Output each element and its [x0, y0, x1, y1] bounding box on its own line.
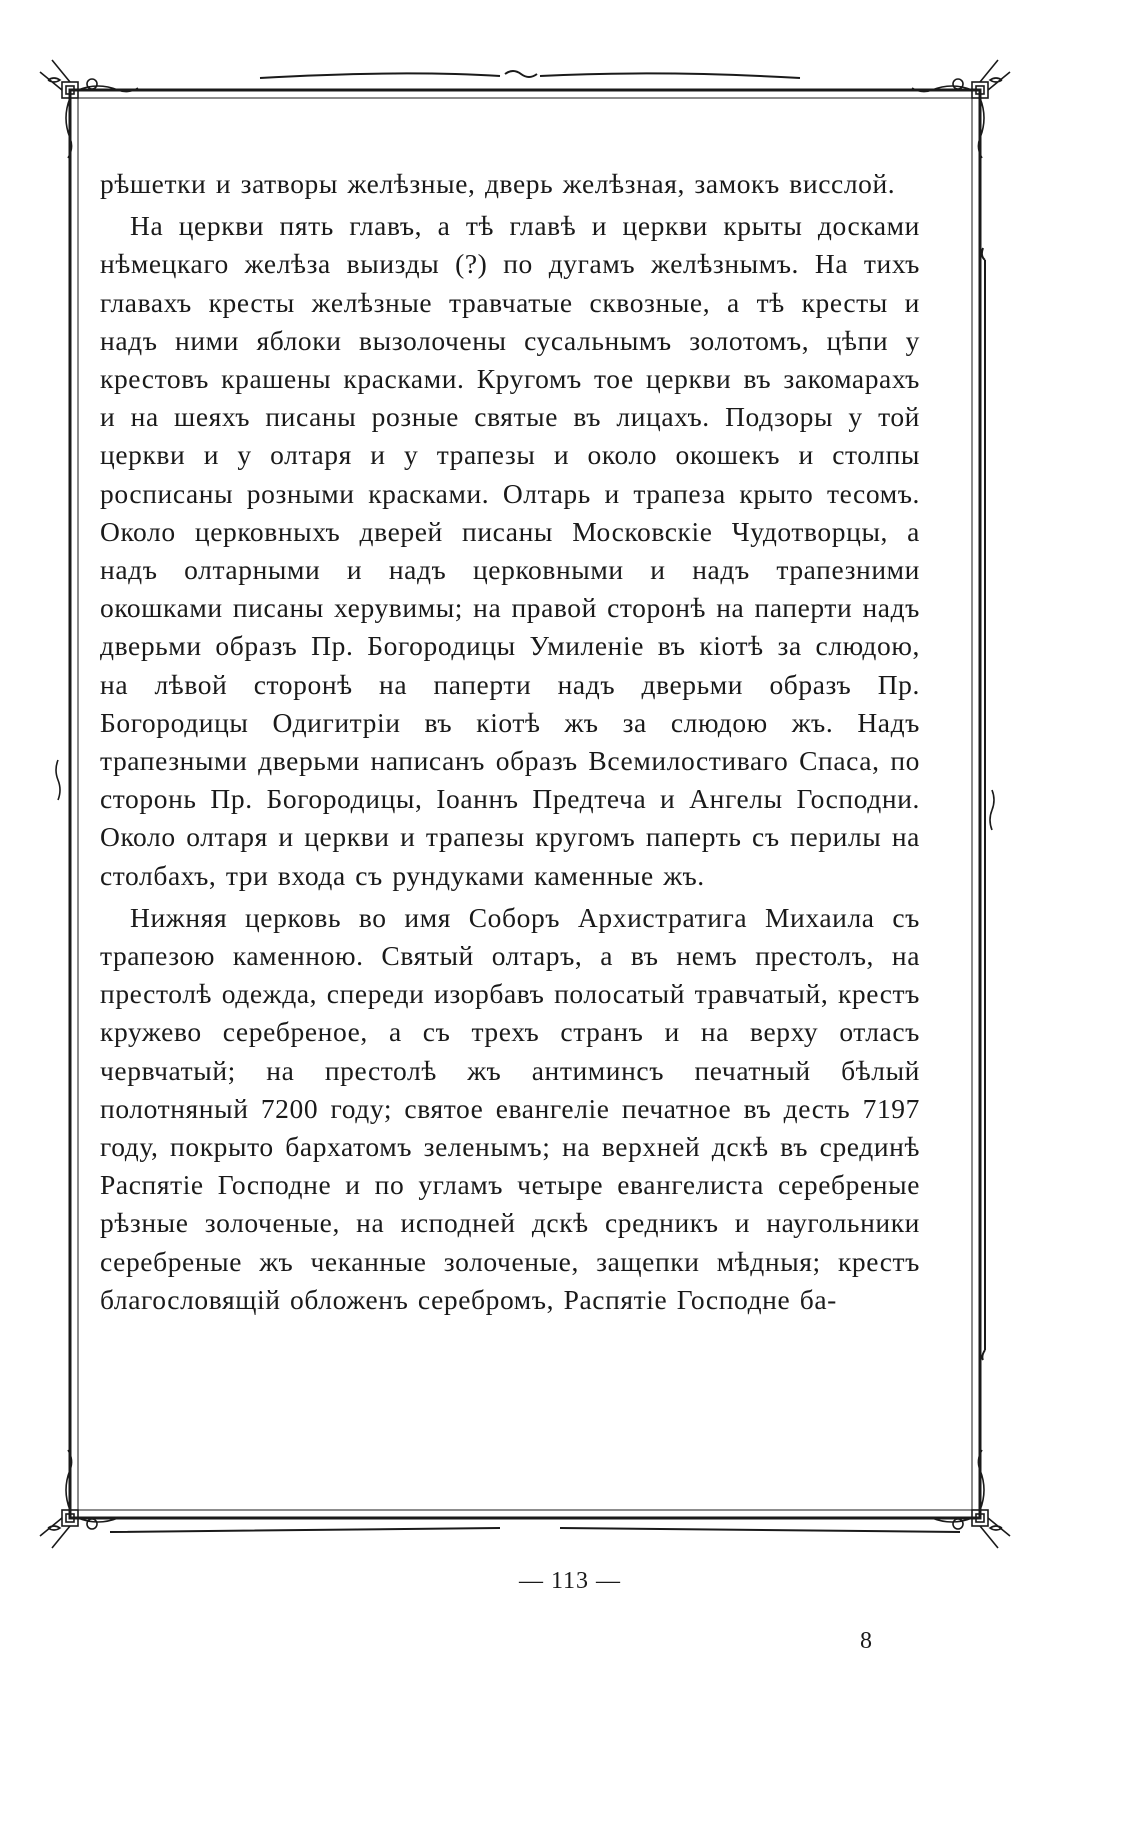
top-center-flourish — [505, 71, 537, 77]
page-number: — 113 — — [518, 1568, 622, 1594]
corner-ornament-bottom-right — [932, 1450, 1010, 1548]
signature-mark: 8 — [860, 1628, 872, 1654]
side-ornament-left — [56, 760, 60, 800]
corner-ornament-top-left — [40, 60, 138, 158]
corner-ornament-bottom-left — [40, 1450, 118, 1548]
paragraph-3: Нижняя церковь во имя Соборъ Архистратига Михаила съ трапезою каменною. Святый олтаръ, а въ немъ престолъ, на престолѣ одежда, спереди изорбавъ полосатый травчатый, крестъ кружево серебреное, а съ трехъ странъ и на верху отласъ червчатый; на престолѣ жъ антиминсъ печатный бѣлый полотняный 7200 году; святое евангеліе печатное въ десть 7197 году, покрыто бархатомъ зеленымъ; на верхней дскѣ въ срединѣ Распятіе Господне и по угламъ четыре евангелиста серебреные рѣзные золоченые, на исподней дскѣ средникъ и наугольники серебреные жъ чеканные золоченые, защепки мѣдныя; крестъ благословящій обложенъ серебромъ, Распятіе Господне ба- — [100, 901, 920, 1315]
paragraph-2: На церкви пять главъ, а тѣ главѣ и церкви крыты досками нѣмецкаго желѣза выизды (?) по дугамъ желѣзнымъ. На тихъ главахъ кресты желѣзные травчатые сквозные, а тѣ кресты и надъ ними яблоки вызолочены сусальнымъ золотомъ, цѣпи у крестовъ крашены красками. Кругомъ тое церкви въ закомарахъ и на шеяхъ писаны розные святые въ лицахъ. Подзоры у той церкви и у олтаря и у трапезы и около окошекъ и столпы росписаны розными красками. Олтарь и трапеза крыто тесомъ. Около церковныхъ дверей писаны Московскіе Чудотворцы, а надъ олтарными и надъ церковными и надъ трапезними окошками писаны херувимы; на правой сторонѣ на паперти надъ дверьми образъ Пр. Богородицы Умиленіе въ кіотѣ за слюдою, на лѣвой сторонѣ на паперти надъ дверьми образъ Пр. Богородицы Одигитріи въ кіотѣ жъ за слюдою жъ. Надъ трапезными дверьми написанъ образъ Всемилостиваго Спаса, по сторонь Пр. Богородицы, Іоаннъ Предтеча и Ангелы Господни. Около олтаря и церкви и трапезы кругомъ паперть съ перилы на столбахъ, три входа съ рундуками каменные жъ. — [100, 210, 920, 891]
body-text — [100, 165, 920, 1319]
corner-ornament-top-right — [912, 60, 1010, 158]
side-ornament-right — [990, 790, 994, 830]
paragraph-1: рѣшетки и затворы желѣзные, дверь желѣзная, замокъ висслой. — [100, 168, 896, 199]
bottom-ornament-line — [110, 1528, 960, 1532]
